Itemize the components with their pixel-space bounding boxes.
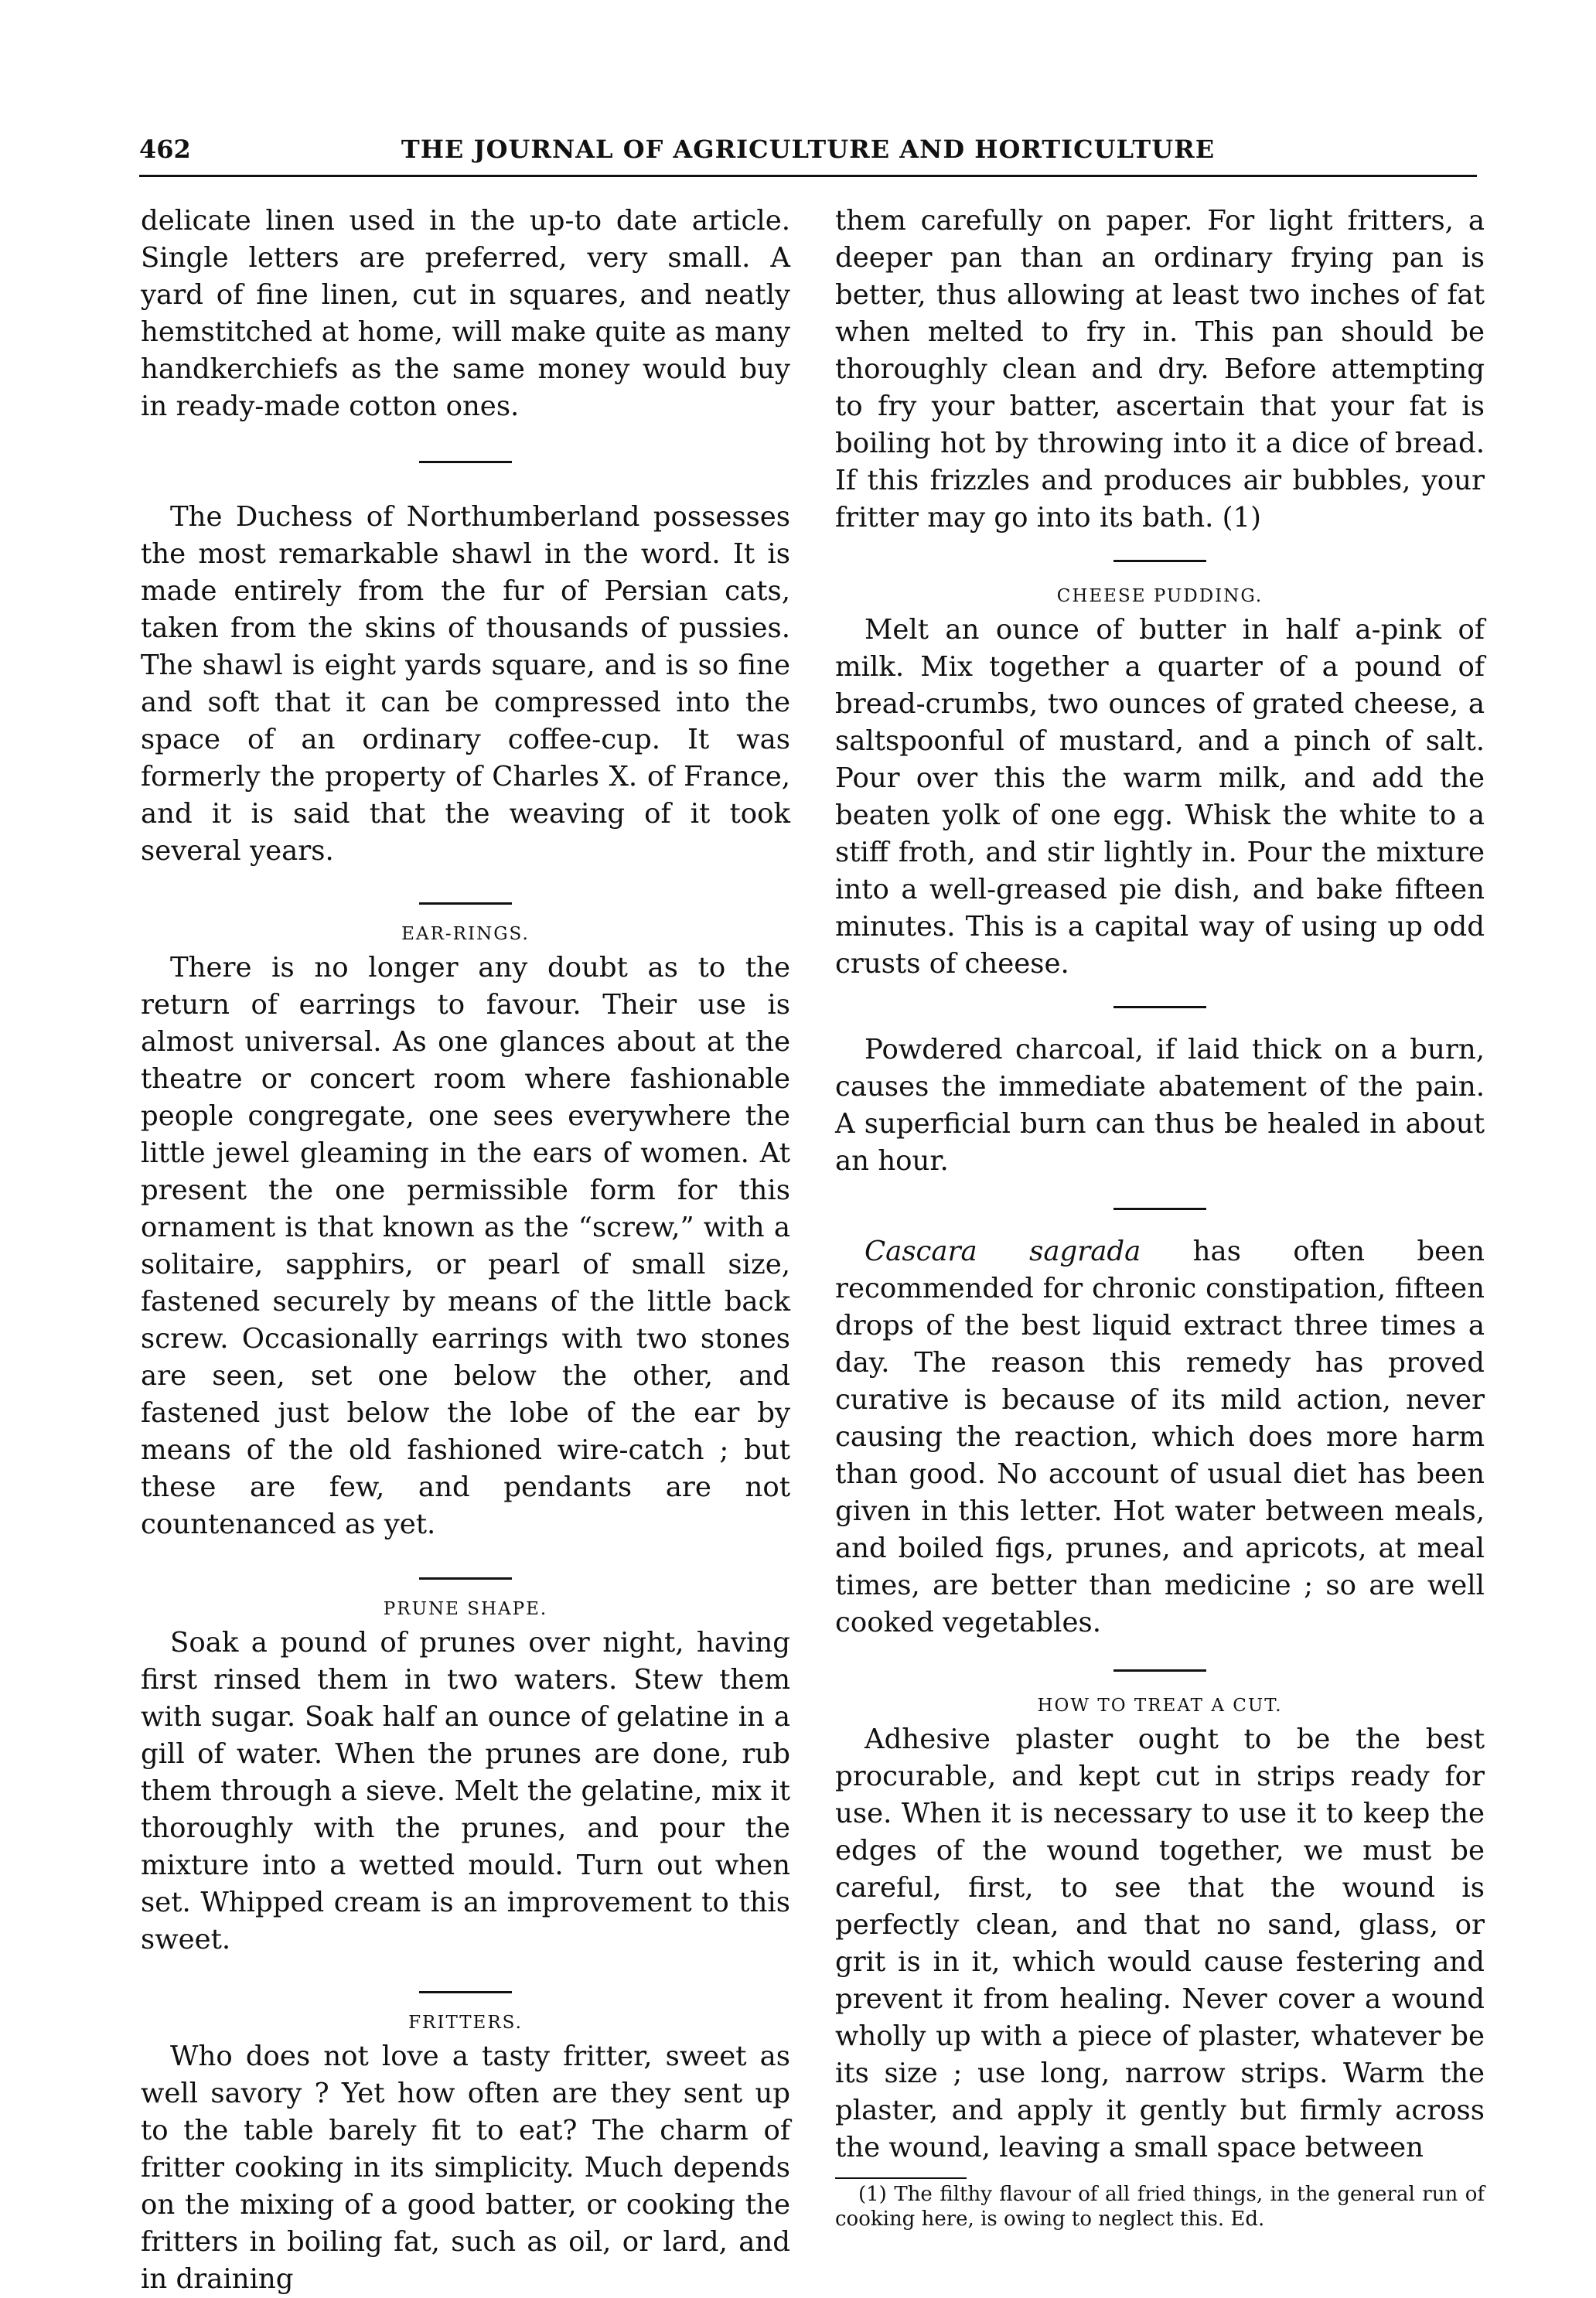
paragraph-earrings: There is no longer any doubt as to the return of earrings to favour. Their use is almost universal. As one glances about at the theatre or concert room where fashionable people congregate, one sees everywhere the little jewel gleaming in the ears of women. At present the one permissible form for this ornament is that known as the “screw,” with a solitaire, sapphirs, or pearl of small size, fastened securely by means of the little back screw. Occasionally earrings with two stones are seen, set one below the other, and fastened just below the lobe of the ear by means of the old fashioned wire-catch ; but these are few, and pendants are not countenanced as yet. bbox=[141, 952, 790, 1540]
section-title-fritters: FRITTERS. bbox=[408, 2013, 523, 2033]
right-column bbox=[835, 203, 1485, 2232]
left-column bbox=[141, 203, 790, 2298]
section-title-cheese-pudding: CHEESE PUDDING. bbox=[1056, 586, 1264, 606]
section-divider bbox=[1113, 1669, 1206, 1672]
section-divider bbox=[1113, 560, 1206, 562]
cascara-text: has often been recommended for chronic constipation, fifteen drops of the best liquid extract three times a day. The reason this remedy has proved curative is because of its mild action, never causing the reaction, which does more harm than good. No account of usual diet has been given in this letter. Hot water between meals, and boiled figs, prunes, and apricots, at meal times, are better than medicine ; so are well cooked vegetables. bbox=[835, 1236, 1485, 1638]
paragraph-prune-shape: Soak a pound of prunes over night, having first rinsed them in two waters. Stew them with sugar. Soak half an ounce of gelatine in a gill of water. When the prunes are done, rub them through a sieve. Melt the gelatine, mix it thoroughly with the prunes, and pour the mixture into a wetted mould. Turn out when set. Whipped cream is an improvement to this sweet. bbox=[141, 1627, 790, 1955]
page-number: 462 bbox=[139, 135, 191, 164]
section-divider bbox=[419, 902, 512, 905]
section-title-earrings: EAR-RINGS. bbox=[401, 924, 530, 944]
section-divider bbox=[1113, 1006, 1206, 1008]
section-divider bbox=[419, 1991, 512, 1993]
footnote: (1) The filthy flavour of all fried things, in the general run of cooking here, is owing to neglect this. Ed. bbox=[835, 2183, 1485, 2231]
cascara-term: Cascara sagrada bbox=[864, 1236, 1141, 1267]
paragraph-fritters: Who does not love a tasty fritter, sweet as well savory ? Yet how often are they sent up to the table barely fit to eat? The charm of fritter cooking in its simplicity. Much depends on the mixing of a good batter, or cooking the fritters in boiling fat, such as oil, or lard, and in draining bbox=[141, 2041, 790, 2295]
paragraph-linen: delicate linen used in the up-to date article. Single letters are preferred, very small. A yard of fine linen, cut in squares, and neatly hemstitched at home, will make quite as many handkerchiefs as the same money would buy in ready-made cotton ones. bbox=[141, 205, 790, 422]
page-header bbox=[139, 130, 1477, 173]
paragraph-fritters-continued: them carefully on paper. For light fritters, a deeper pan than an ordinary frying pan is better, thus allowing at least two inches of fat when melted to fry in. This pan should be thoroughly clean and dry. Before attempting to fry your batter, ascertain that your fat is boiling hot by throwing into it a dice of bread. If this frizzles and produces air bubbles, your fritter may go into its bath. (1) bbox=[835, 205, 1485, 534]
section-divider bbox=[419, 461, 512, 463]
section-title-prune-shape: PRUNE SHAPE. bbox=[383, 1599, 548, 1619]
section-divider bbox=[1113, 1208, 1206, 1210]
footnote-rule bbox=[835, 2177, 967, 2179]
paragraph-shawl: The Duchess of Northumberland possesses the most remarkable shawl in the word. It is made entirely from the fur of Persian cats, taken from the skins of thousands of pussies. The shawl is eight yards square, and is so fine and soft that it can be compressed into the space of an ordinary coffee-cup. It was formerly the property of Charles X. of France, and it is said that the weaving of it took several years. bbox=[141, 501, 790, 867]
running-title: THE JOURNAL OF AGRICULTURE AND HORTICULTURE bbox=[401, 135, 1216, 164]
header-rule bbox=[139, 175, 1477, 177]
paragraph-cascara bbox=[835, 1233, 1485, 1642]
section-title-how-to-treat-a-cut: HOW TO TREAT A CUT. bbox=[1037, 1696, 1283, 1716]
paragraph-cheese-pudding: Melt an ounce of butter in half a-pink of milk. Mix together a quarter of a pound of bread-crumbs, two ounces of grated cheese, a saltspoonful of mustard, and a pinch of salt. Pour over this the warm milk, and add the beaten yolk of one egg. Whisk the white to a stiff froth, and stir lightly in. Pour the mixture into a well-greased pie dish, and bake fifteen minutes. This is a capital way of using up odd crusts of cheese. bbox=[835, 614, 1485, 980]
paragraph-cut: Adhesive plaster ought to be the best procurable, and kept cut in strips ready for use. When it is necessary to use it to keep the edges of the wound together, we must be careful, first, to see that the wound is perfectly clean, and that no sand, glass, or grit is in it, which would cause festering and prevent it from healing. Never cover a wound wholly up with a piece of plaster, whatever be its size ; use long, narrow strips. Warm the plaster, and apply it gently but firmly across the wound, leaving a small space between bbox=[835, 1724, 1485, 2163]
section-divider bbox=[419, 1577, 512, 1580]
paragraph-charcoal: Powdered charcoal, if laid thick on a burn, causes the immediate abatement of the pain. A superficial burn can thus be healed in about an hour. bbox=[835, 1034, 1485, 1177]
